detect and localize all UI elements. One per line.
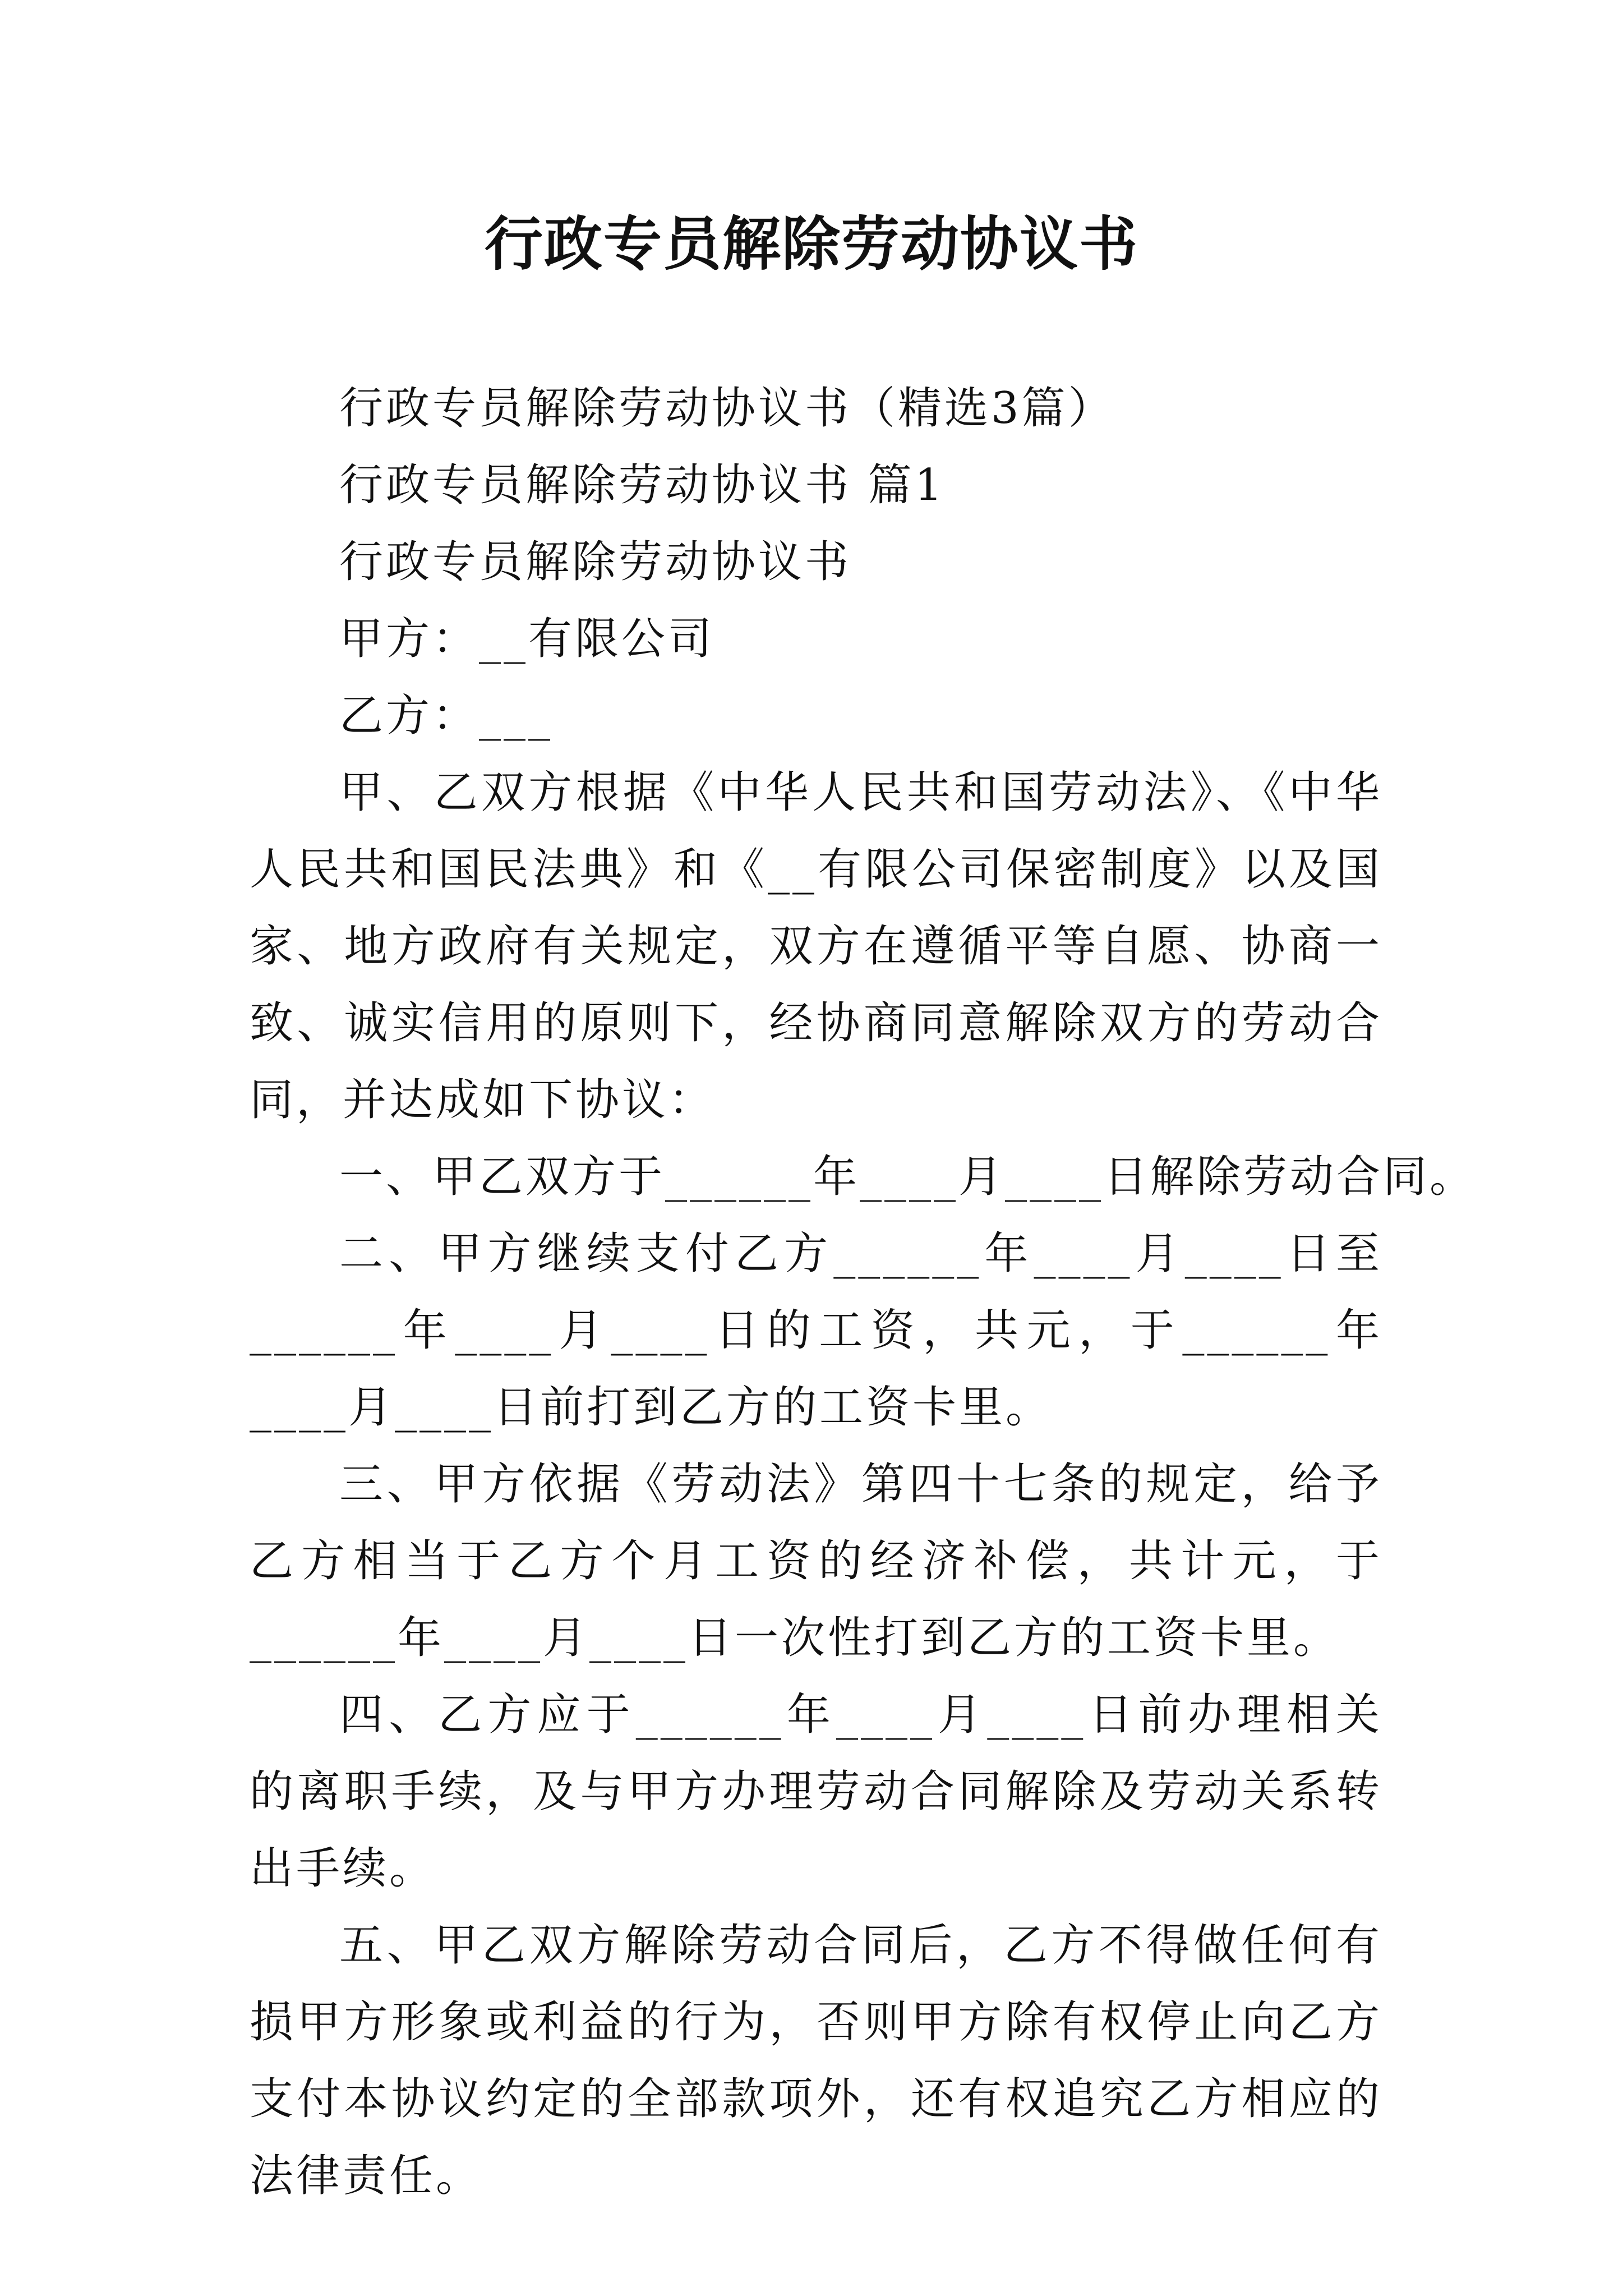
party-b-line: 乙方：___ xyxy=(339,691,554,741)
clause-3: 三、甲方依据《劳动法》第四十七条的规定，给予乙方相当于乙方个月工资的经济补偿，共计元，于______年____月____日一次性打到乙方的工资卡里。 xyxy=(250,1459,1382,1663)
party-a-line: 甲方：__有限公司 xyxy=(339,614,715,664)
document-title: 行政专员解除劳动协议书 xyxy=(484,209,1138,278)
section-heading: 行政专员解除劳动协议书 篇1 xyxy=(339,460,946,510)
doc-subtitle: 行政专员解除劳动协议书（精选3篇） xyxy=(339,383,1115,434)
agreement-heading: 行政专员解除劳动协议书 xyxy=(339,537,852,587)
clause-5: 五、甲乙双方解除劳动合同后，乙方不得做任何有损甲方形象或利益的行为，否则甲方除有权停止向乙方支付本协议约定的全部款项外，还有权追究乙方相应的法律责任。 xyxy=(250,1920,1382,2201)
clause-2: 二、甲方继续支付乙方______年____月____日至______年____月____日的工资，共元，于______年____月____日前打到乙方的工资卡里。 xyxy=(250,1228,1382,1433)
document-body xyxy=(250,370,1477,2215)
clause-4: 四、乙方应于______年____月____日前办理相关的离职手续，及与甲方办理劳动合同解除及劳动关系转出手续。 xyxy=(250,1690,1382,1894)
clause-1: 一、甲乙双方于______年____月____日解除劳动合同。 xyxy=(339,1152,1477,1202)
preamble-paragraph: 甲、乙双方根据《中华人民共和国劳动法》、《中华人民共和国民法典》和《__有限公司保密制度》以及国家、地方政府有关规定，双方在遵循平等自愿、协商一致、诚实信用的原则下，经协商同意解除双方的劳动合同，并达成如下协议： xyxy=(250,767,1382,1125)
